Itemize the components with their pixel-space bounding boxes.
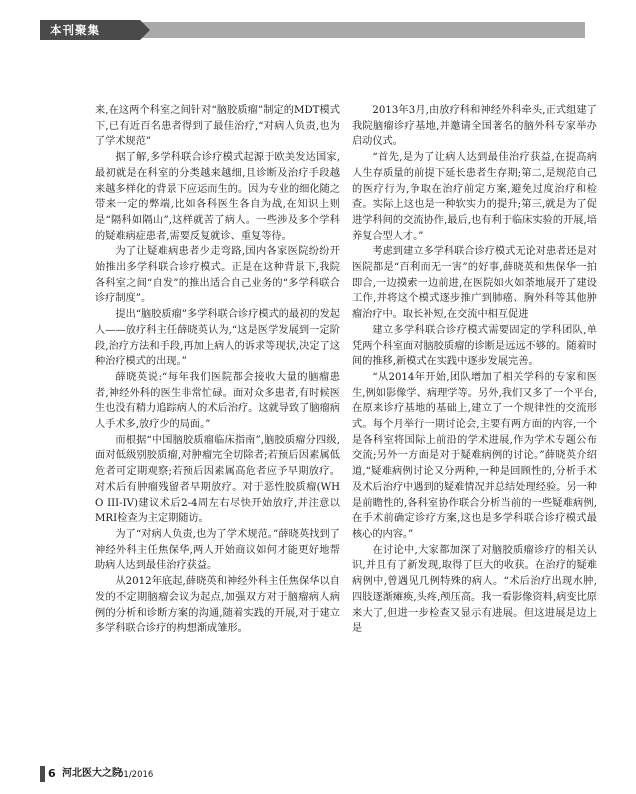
paragraph: 提出“脑胶质瘤”多学科联合诊疗模式的最初的发起人——放疗科主任薛晓英认为,“这是医学发展到一定阶段,治疗方法和手段,再加上病人的诉求等现状,决定了这种治疗模式的出现。” bbox=[95, 309, 340, 368]
paragraph: “首先,是为了让病人达到最佳治疗获益,在提高病人生存质量的前提下延长患者生存期;第二,是规范自己的医疗行为,争取在治疗前定方案,避免过度治疗和检查。实际上这也是一种软实力的提升;第三,就是为了促进学科间的交流协作,最后,也有利于临床实验的开展,培养复合型人才。” bbox=[352, 152, 597, 242]
paragraph: “从2014年开始,团队增加了相关学科的专家和医生,例如影像学、病理学等。另外,我们又多了一个平台,在原来诊疗基地的基础上,建立了一个规律性的交流形式。每个月举行一期讨论会,主要有两方面的内容,一个是各科室将国际上前沿的学术进展,作为学术专题公布交流;另外一方面是对于疑难病例的讨论。”薛晓英介绍道,“疑难病例讨论又分两种,一种是回顾性的,分析手术及术后治疗中遇到的疑难情况并总结处理经验。另一种是前瞻性的,各科室协作联合分析当前的一些疑难病例,在手术前确定诊疗方案,这也是多学科联合诊疗模式最核心的内容。” bbox=[352, 371, 597, 540]
paragraph: 从2012年底起,薛晓英和神经外科主任焦保华以自发的不定期脑瘤会议为起点,加强双方对于脑瘤病人病例的分析和诊断方案的沟通,随着实践的开展,对于建立多学科联合诊疗的构想渐成雏形。 bbox=[95, 576, 340, 635]
paragraph: 在讨论中,大家都加深了对脑胶质瘤诊疗的相关认识,并且有了新发现,取得了巨大的收获。在治疗的疑难病例中,曾遇见几例特殊的病人。“术后治疗出现水肿,四肢逐渐瘫痪,头疼,颅压高。我一看影像资料,病变比原来大了,但进一步检查又显示有进展。但这进展是边上是 bbox=[352, 544, 597, 635]
paragraph: 为了让疑难病患者少走弯路,国内各家医院纷纷开始推出多学科联合诊疗模式。正是在这种背景下,我院各科室之间“自发”的推出适合自己业务的“多学科联合诊疗制度”。 bbox=[95, 246, 340, 305]
paragraph: 建立多学科联合诊疗模式需要固定的学科团队,单凭两个科室面对脑胶质瘤的诊断是远远不够的。随着时间的推移,新模式在实践中逐步发展完善。 bbox=[352, 324, 597, 368]
paragraph: 据了解,多学科联合诊疗模式起源于欧美发达国家,最初就是在科室的分类越来越细,且诊断及治疗手段越来越多样化的背景下应运而生的。因为专业的细化随之带来一定的弊端,比如各科医生各自为战,在知识上则是“隔科如隔山”,这样就苦了病人。一些涉及多个学科的疑难病症患者,需要反复就诊、重复等待。 bbox=[95, 152, 340, 242]
section-title: 本刊聚集 bbox=[40, 20, 140, 40]
left-column bbox=[95, 103, 340, 637]
paragraph: 来,在这两个科室之间针对“脑胶质瘤”制定的MDT模式下,已有近百名患者得到了最佳治疗,“对病人负责,也为了学术规范” bbox=[95, 105, 340, 148]
paragraph: 2013年3月,由放疗科和神经外科牵头,正式组建了我院脑瘤诊疗基地,并邀请全国著名的脑外科专家举办启动仪式。 bbox=[352, 105, 597, 148]
paragraph: 为了“对病人负责,也为了学术规范。”薛晓英找到了神经外科主任焦保华,两人开始商议如何才能更好地帮助病人达到最佳治疗获益。 bbox=[95, 528, 340, 572]
issue-number: 01/2016 bbox=[118, 770, 154, 780]
paragraph: 而根据“中国脑胶质瘤临床指南”,脑胶质瘤分四级,面对低级别胶质瘤,对肿瘤完全切除者;若预后因素属低危者可定期观察;若预后因素属高危者应予早期放疗。对术后有肿瘤残留者早期放疗。对于恶性胶质瘤(WHO III-IV)建议术后2-4周左右尽快开始放疗,并注意以MRI检查为主定期随访。 bbox=[95, 434, 340, 525]
footer-bar bbox=[40, 766, 45, 782]
paragraph: 薛晓英说:“每年我们医院都会接收大量的脑瘤患者,神经外科的医生非常忙碌。面对众多患者,有时候医生也没有精力追踪病人的术后治疗。这就导致了脑瘤病人手术多,放疗少的局面。” bbox=[95, 371, 340, 431]
page-number: 6 bbox=[48, 767, 56, 780]
paragraph: 考虑到建立多学科联合诊疗模式无论对患者还是对医院都是“百利而无一害”的好事,薛晓英和焦保华一拍即合,一边摸索一边前进,在医院如火如荼地展开了建设工作,并将这个模式逐步推广到肺癌、胸外科等其他肿瘤治疗中。取长补短,在交流中相互促进 bbox=[352, 246, 597, 321]
section-title-arrow bbox=[140, 20, 150, 40]
right-column bbox=[352, 103, 597, 637]
journal-name: 河北医大之院 bbox=[62, 768, 122, 779]
